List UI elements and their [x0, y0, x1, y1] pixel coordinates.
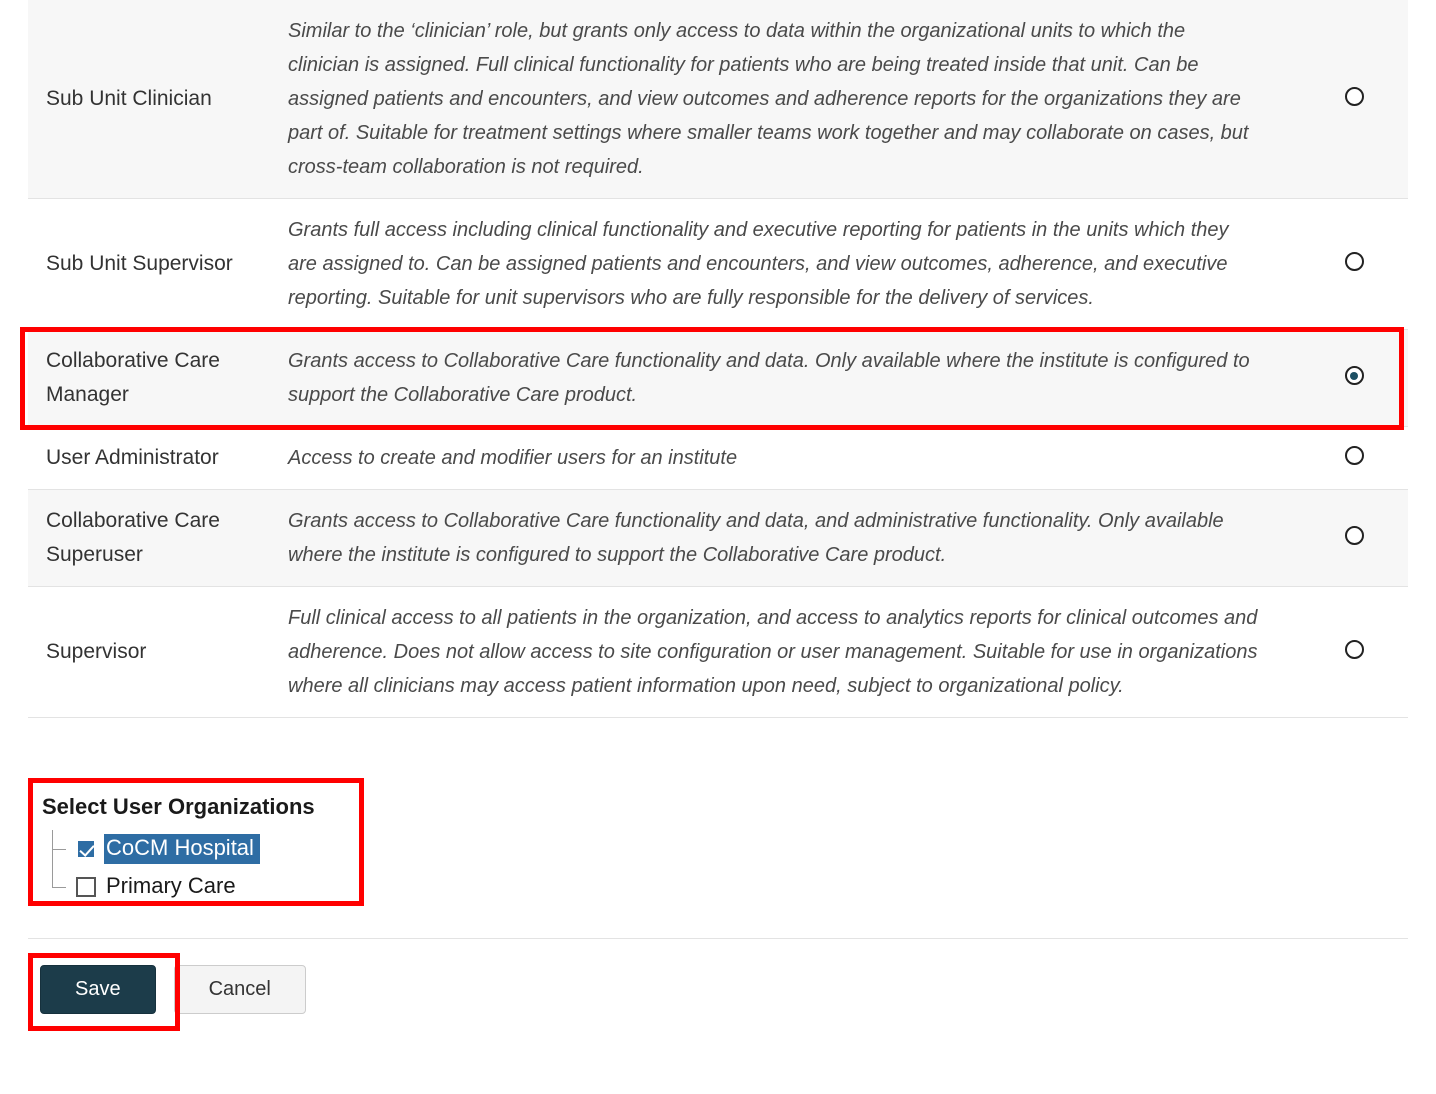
form-actions [28, 965, 1408, 1014]
select-user-organizations-panel [28, 778, 364, 906]
org-checkbox-cocm-hospital[interactable] [76, 839, 96, 859]
role-description: Grants access to Collaborative Care functionality and data, and administrative functionality. Only available where the institute is configured to support the Collaborative Care product. [288, 490, 1300, 587]
role-radio-cell [1300, 587, 1408, 718]
role-description: Grants access to Collaborative Care functionality and data. Only available where the institute is configured to support the Collaborative Care product. [288, 330, 1300, 427]
table-row[interactable] [28, 330, 1408, 427]
role-radio-cell [1300, 427, 1408, 490]
role-radio-cell [1300, 199, 1408, 330]
role-radio-cell [1300, 330, 1408, 427]
organizations-tree [34, 830, 364, 906]
role-description: Full clinical access to all patients in the organization, and access to analytics reports for clinical outcomes and adherence. Does not allow access to site configuration or user management. Suitable for use in organizations where all clinicians may access patient information upon need, subject to organizational policy. [288, 587, 1300, 718]
role-name: Collaborative Care Manager [28, 330, 288, 427]
role-description: Grants full access including clinical functionality and executive reporting for patients in the units which they are assigned to. Can be assigned patients and encounters, and view outcomes, adherence, and executive reporting. Suitable for unit supervisors who are fully responsible for the delivery of services. [288, 199, 1300, 330]
role-name: Supervisor [28, 587, 288, 718]
role-radio-user-administrator[interactable] [1345, 446, 1364, 465]
org-label: Primary Care [106, 873, 236, 899]
table-row[interactable] [28, 199, 1408, 330]
role-name: Sub Unit Supervisor [28, 199, 288, 330]
table-row[interactable] [28, 490, 1408, 587]
roles-table [28, 0, 1408, 718]
role-name: User Administrator [28, 427, 288, 490]
role-radio-sub-unit-supervisor[interactable] [1345, 252, 1364, 271]
cancel-button[interactable]: Cancel [174, 965, 306, 1014]
role-name: Collaborative Care Superuser [28, 490, 288, 587]
org-label: CoCM Hospital [104, 834, 260, 864]
org-item-cocm-hospital[interactable] [48, 830, 364, 868]
role-radio-sub-unit-clinician[interactable] [1345, 87, 1364, 106]
table-row[interactable] [28, 0, 1408, 199]
role-radio-cell [1300, 490, 1408, 587]
org-item-primary-care[interactable] [48, 868, 364, 906]
role-radio-supervisor[interactable] [1345, 640, 1364, 659]
tree-branch-icon [48, 830, 70, 868]
form-content [28, 0, 1408, 1014]
tree-branch-icon [48, 868, 70, 906]
role-radio-collaborative-care-manager[interactable] [1345, 366, 1364, 385]
footer-divider [28, 938, 1408, 939]
role-name: Sub Unit Clinician [28, 0, 288, 199]
role-radio-collaborative-care-superuser[interactable] [1345, 526, 1364, 545]
role-description: Access to create and modifier users for an institute [288, 427, 1300, 490]
role-radio-cell [1300, 0, 1408, 199]
table-row[interactable] [28, 427, 1408, 490]
org-checkbox-primary-care[interactable] [76, 877, 96, 897]
table-row[interactable] [28, 587, 1408, 718]
organizations-title: Select User Organizations [42, 794, 315, 820]
save-button[interactable]: Save [40, 965, 156, 1014]
role-description: Similar to the ‘clinician’ role, but grants only access to data within the organizational units to which the clinician is assigned. Full clinical functionality for patients who are being treated inside that unit. Can be assigned patients and encounters, and view outcomes and adherence reports for the organizations they are part of. Suitable for treatment settings where smaller teams work together and may collaborate on cases, but cross-team collaboration is not required. [288, 0, 1300, 199]
